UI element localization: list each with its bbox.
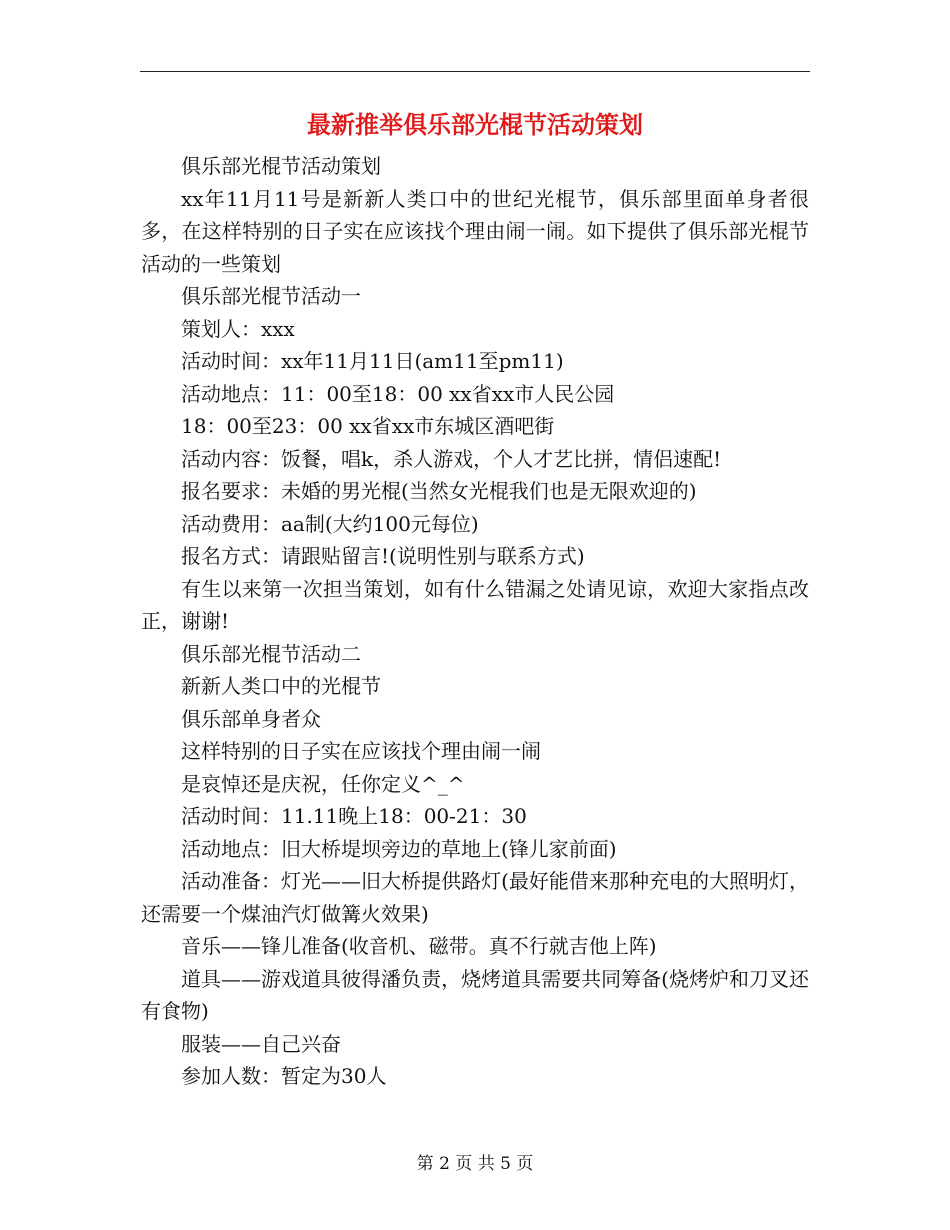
paragraph: 活动地点：11：00至18：00 xx省xx市人民公园 [181,381,615,406]
paragraph: 活动时间：xx年11月11日(am11至pm11) [181,349,564,373]
paragraph: 是哀悼还是庆祝，任你定义^_^ [181,771,465,796]
paragraph: 策划人：xxx [181,316,295,341]
paragraph: 活动准备：灯光——旧大桥提供路灯(最好能借来那种充电的大照明灯，还需要一个煤油汽灯做篝火效果) [141,869,809,926]
document-body [141,150,809,1093]
paragraph: 这样特别的日子实在应该找个理由闹一闹 [181,739,541,763]
document-title: 最新推举俱乐部光棍节活动策划 [307,110,643,139]
paragraph: 俱乐部光棍节活动策划 [181,154,381,178]
paragraph: 活动费用：aa制(大约100元每位) [181,511,479,536]
paragraph: 有生以来第一次担当策划，如有什么错漏之处请见谅，欢迎大家指点改正，谢谢! [141,576,809,633]
paragraph: 俱乐部光棍节活动一 [181,284,361,308]
paragraph: 俱乐部光棍节活动二 [181,641,361,666]
paragraph: 18：00至23：00 xx省xx市东城区酒吧街 [181,414,555,438]
paragraph: 活动时间：11.11晚上18：00-21：30 [181,804,527,828]
page-footer: 第 2 页 共 5 页 [416,1154,534,1174]
paragraph: 报名方式：请跟贴留言!(说明性别与联系方式) [181,544,585,568]
paragraph: 道具——游戏道具彼得潘负责，烧烤道具需要共同筹备(烧烤炉和刀叉还有食物) [141,966,809,1023]
paragraph: 活动地点：旧大桥堤坝旁边的草地上(锋儿家前面) [181,836,617,861]
paragraph: 新新人类口中的光棍节 [181,674,381,698]
paragraph: 音乐——锋儿准备(收音机、磁带。真不行就吉他上阵) [181,934,657,958]
paragraph: 参加人数：暂定为30人 [181,1064,387,1088]
paragraph: xx年11月11号是新新人类口中的世纪光棍节，俱乐部里面单身者很多，在这样特别的日子实在应该找个理由闹一闹。如下提供了俱乐部光棍节活动的一些策划 [141,186,809,276]
paragraph: 报名要求：未婚的男光棍(当然女光棍我们也是无限欢迎的) [181,479,697,503]
paragraph: 活动内容：饭餐，唱k，杀人游戏，个人才艺比拼，情侣速配! [181,446,722,471]
paragraph: 服装——自己兴奋 [181,1031,341,1056]
paragraph: 俱乐部单身者众 [181,706,321,731]
header-rule [140,71,810,72]
